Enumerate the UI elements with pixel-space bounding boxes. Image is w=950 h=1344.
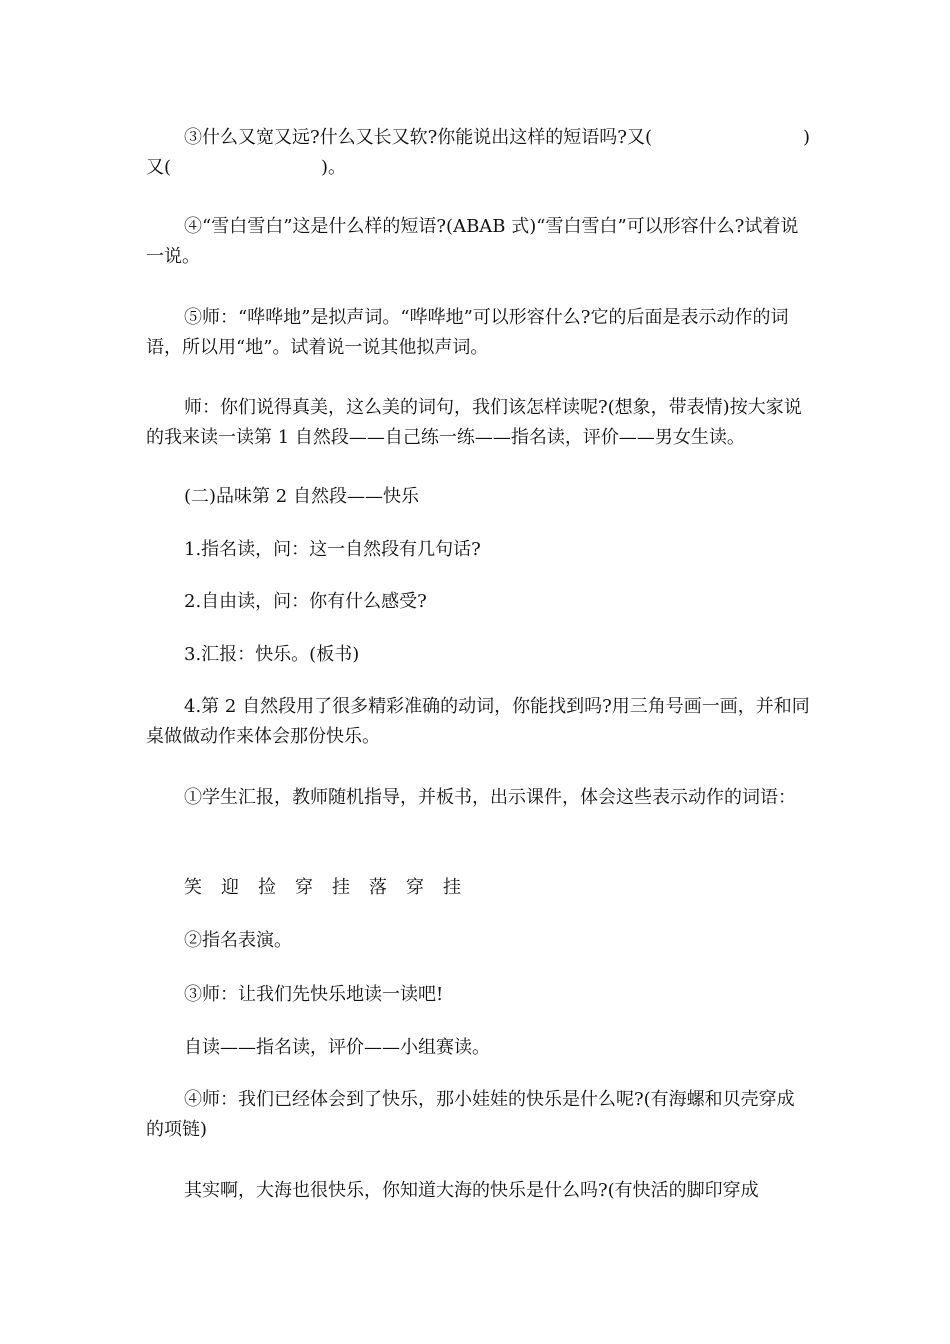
action-word-list: [184, 873, 480, 903]
action-word: 挂: [443, 877, 461, 898]
action-word: 迎: [221, 877, 239, 898]
action-word: 挂: [332, 877, 350, 898]
paragraph-question-4: ④“雪白雪白”这是什么样的短语?(ABAB 式)“雪白雪白”可以形容什么?试着说一说。: [146, 216, 799, 267]
paragraph-line: [146, 123, 810, 153]
reading-sequence: 自读——指名读，评价——小组赛读。: [184, 1037, 490, 1058]
action-word: 穿: [406, 877, 424, 898]
paragraph-teacher-remark: 师：你们说得真美，这么美的词句，我们该怎样读呢?(想象，带表情)按大家说的我来读一读第 1 自然段——自己练一练——指名读，评价——男女生读。: [146, 397, 802, 448]
paragraph-text: 又(: [146, 157, 172, 178]
blank-close-paren: ): [802, 127, 810, 148]
action-word: 笑: [184, 877, 202, 898]
step-4: 4.第 2 自然段用了很多精彩准确的动词，你能找到吗?用三角号画一画，并和同桌做做动作来体会那份快乐。: [146, 696, 810, 747]
sub-step-3: ③师：让我们先快乐地读一读吧!: [184, 984, 444, 1005]
paragraph-line: [146, 153, 810, 183]
step-3: 3.汇报：快乐。(板书): [184, 644, 360, 665]
paragraph-question-3: [146, 123, 810, 183]
paragraph-question-5: ⑤师：“哗哗地”是拟声词。“哗哗地”可以形容什么?它的后面是表示动作的词语，所以用“地”。试着说一说其他拟声词。: [146, 307, 789, 358]
action-word: 捡: [258, 877, 276, 898]
paragraph-text: ③什么又宽又远?什么又长又软?你能说出这样的短语吗?又(: [184, 127, 652, 148]
action-word: 落: [369, 877, 387, 898]
step-2: 2.自由读，问：你有什么感受?: [184, 591, 427, 612]
sub-step-4: ④师：我们已经体会到了快乐，那小娃娃的快乐是什么呢?(有海螺和贝壳穿成的项链): [146, 1089, 795, 1140]
sub-step-1: ①学生汇报，教师随机指导，并板书，出示课件，体会这些表示动作的词语：: [184, 787, 796, 808]
paragraph-sea-joy: 其实啊，大海也很快乐，你知道大海的快乐是什么吗?(有快活的脚印穿成: [184, 1180, 759, 1201]
sub-step-2: ②指名表演。: [184, 930, 292, 951]
section-heading: (二)品味第 2 自然段——快乐: [184, 486, 419, 507]
step-1: 1.指名读，问：这一自然段有几句话?: [184, 539, 481, 560]
action-word: 穿: [295, 877, 313, 898]
paragraph-text: )。: [321, 157, 347, 178]
